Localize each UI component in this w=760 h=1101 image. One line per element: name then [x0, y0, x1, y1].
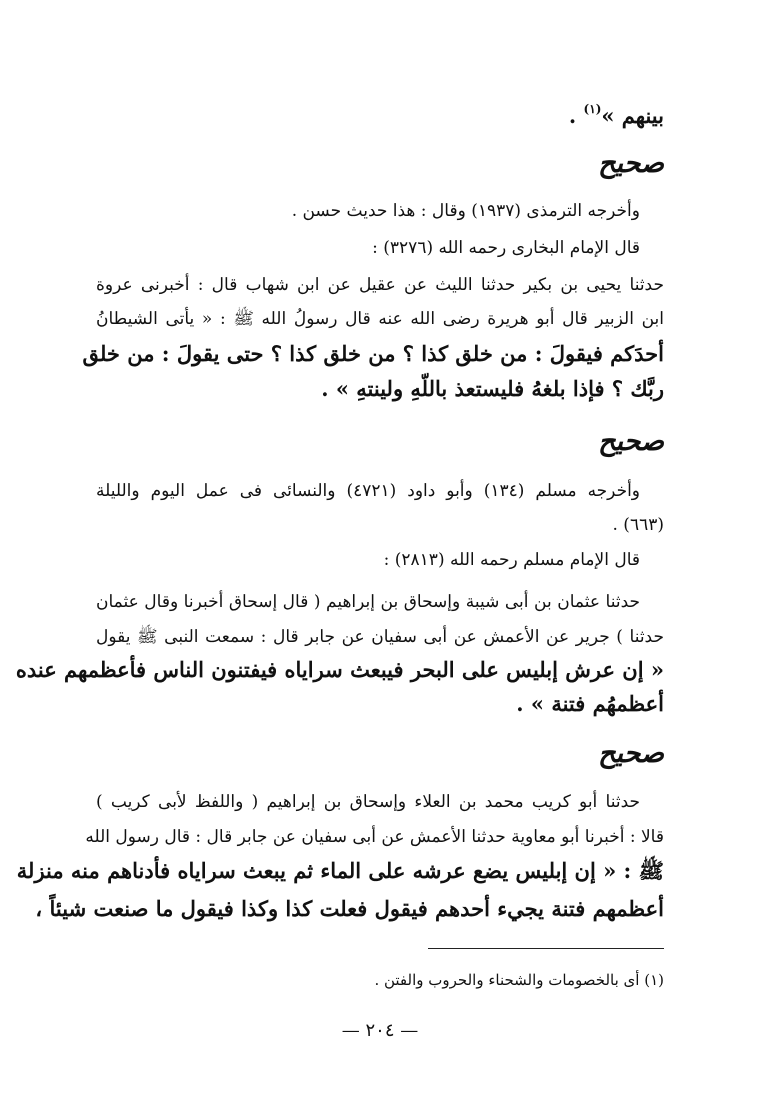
isnad-line: حدثنا عثمان بن أبى شيبة وإسحاق بن إبراهيم ( قال إسحاق أخبرنا وقال عثمان: [96, 592, 640, 612]
grade-heading: صحيح: [598, 426, 664, 457]
footnote-marker: (١): [583, 102, 602, 116]
chapter-heading: قال الإمام البخارى رحمه الله (٣٢٧٦) :: [372, 238, 640, 258]
isnad-line: حدثنا ) جرير عن الأعمش عن أبى سفيان عن جابر قال : سمعت النبى ﷺ يقول: [96, 627, 664, 647]
grade-heading: صحيح: [598, 148, 664, 179]
isnad-line: حدثنا يحيى بن بكير حدثنا الليث عن عقيل عن ابن شهاب قال : أخبرنى عروة: [96, 275, 664, 295]
page-number: — ٢٠٤ —: [341, 1020, 419, 1041]
matn-line: « إن عرش إبليس على البحر فيبعث سراياه فيفتنون الناس فأعظمهم عنده: [15, 657, 664, 682]
matn-line: أعظمهُم فتنة » .: [516, 691, 664, 716]
isnad-line: قالا : أخبرنا أبو معاوية حدثنا الأعمش عن أبى سفيان عن جابر قال : قال رسول الله: [85, 827, 664, 847]
footnote: (١) أى بالخصومات والشحناء والحروب والفتن .: [374, 971, 664, 989]
matn-line: ربَّك ؟ فإذا بلغهُ فليستعذ باللّهِ ولينتهِ » .: [321, 376, 664, 401]
top-fragment: [96, 100, 664, 135]
grade-heading: صحيح: [598, 738, 664, 769]
isnad-line: ابن الزبير قال أبو هريرة رضى الله عنه قال رسولُ الله ﷺ : « يأتى الشيطانُ: [96, 309, 664, 329]
matn-line: أعظمهم فتنة يجيء أحدهم فيقول فعلت كذا وكذا فيقول ما صنعت شيئاً ،: [35, 896, 664, 921]
top-fragment-text: بينهم »: [601, 103, 664, 128]
chapter-heading: قال الإمام مسلم رحمه الله (٢٨١٣) :: [383, 550, 640, 570]
source-note: (٦٦٣) .: [612, 515, 664, 535]
footnote-separator: [428, 948, 664, 949]
top-fragment-period: .: [568, 103, 577, 128]
source-note: وأخرجه مسلم (١٣٤) وأبو داود (٤٧٢١) والنسائى فى عمل اليوم والليلة: [96, 481, 641, 501]
matn-line: ﷺ : « إن إبليس يضع عرشه على الماء ثم يبعث سراياه فأدناهم منه منزلة: [16, 858, 664, 883]
source-note: وأخرجه الترمذى (١٩٣٧) وقال : هذا حديث حسن .: [291, 201, 640, 221]
matn-line: أحدَكم فيقولَ : من خلق كذا ؟ من خلق كذا ؟ حتى يقولَ : من خلق: [82, 341, 664, 366]
isnad-line: حدثنا أبو كريب محمد بن العلاء وإسحاق بن إبراهيم ( واللفظ لأبى كريب ): [96, 792, 640, 812]
